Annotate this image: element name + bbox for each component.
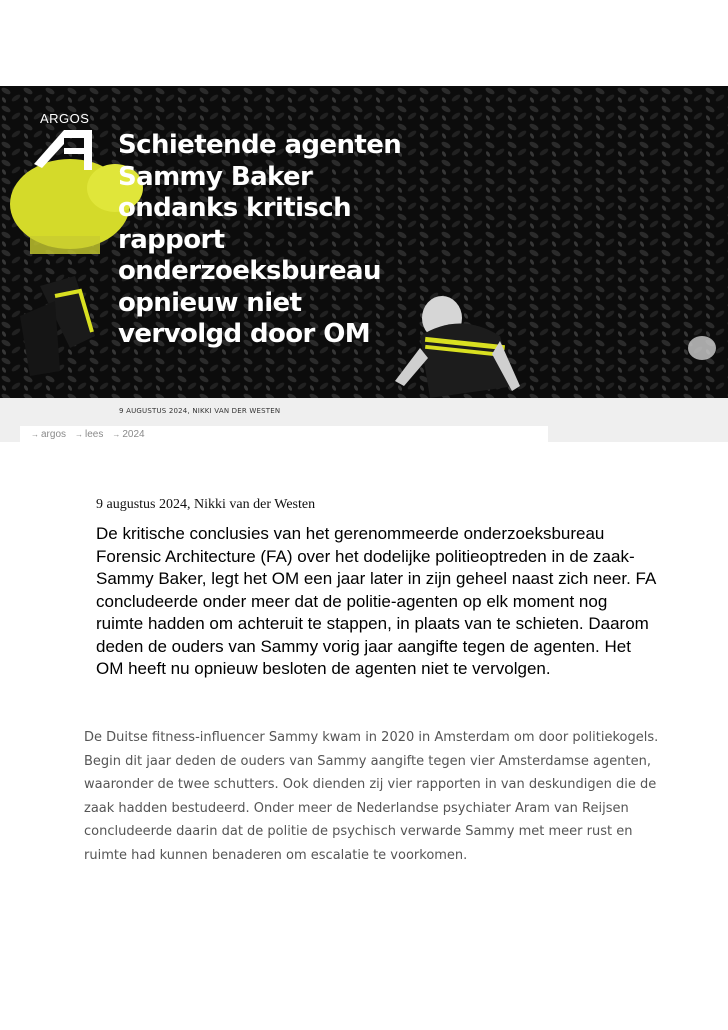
brand-name: ARGOS (40, 111, 90, 126)
article-byline: 9 augustus 2024, Nikki van der Westen (96, 497, 316, 512)
breadcrumb-item-2024[interactable]: → 2024 (112, 429, 144, 440)
page-title: Schietende agenten Sammy Baker ondanks kritisch rapport onderzoeksbureau opnieuw niet vervolgd door OM (118, 130, 402, 349)
breadcrumb (20, 426, 548, 442)
article-body: De Duitse fitness-influencer Sammy kwam in 2020 in Amsterdam om door politiekogels. Begin dit jaar deden de ouders van Sammy aangifte tegen vier Amsterdamse agenten, waaronder de twee schutters. Ook dienden zij vier rapporten in van deskundigen die de zaak hadden bestudeerd. Onder meer de Nederlandse psychiater Aram van Reijsen concludeerde daarin dat de politie de psychisch verwarde Sammy met meer rust en ruimte had kunnen benaderen om escalatie te voorkomen. (84, 730, 659, 863)
article-lead: De kritische conclusies van het gerenommeerde onderzoeksbureau Forensic Architecture (FA) over het dodelijke politieoptreden in de zaak-Sammy Baker, legt het OM een jaar later in zijn geheel naast zich neer. FA concludeerde onder meer dat de politie-agenten op elk moment nog ruimte hadden om achteruit te stappen, in plaats van te schieten. Daarom deden de ouders van Sammy vorig jaar aangifte tegen de agenten. Het OM heeft nu opnieuw besloten de agenten niet te vervolgen. (96, 524, 656, 678)
breadcrumb-item-argos[interactable]: → argos (31, 429, 66, 440)
meta-byline-small: 9 AUGUSTUS 2024, NIKKI VAN DER WESTEN (119, 407, 281, 415)
hero-banner (0, 86, 728, 398)
breadcrumb-item-lees[interactable]: → lees (75, 429, 103, 440)
